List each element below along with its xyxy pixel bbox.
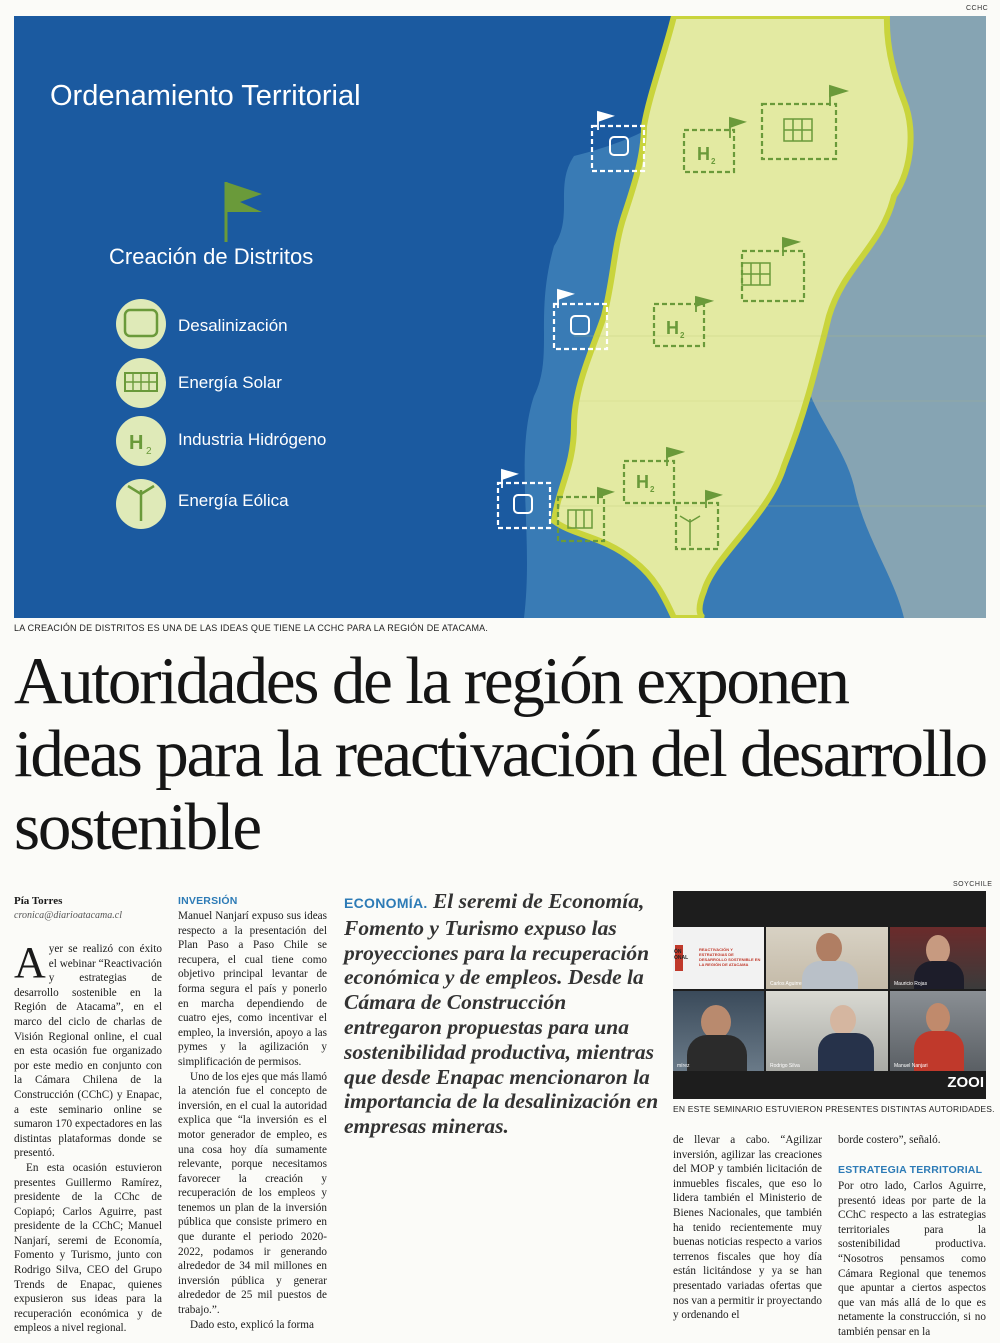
byline-author: Pía Torres — [14, 895, 63, 907]
legend-solar: Energía Solar — [178, 373, 282, 392]
column-3 — [673, 1133, 822, 1323]
participant-tile-4 — [766, 991, 888, 1071]
participant-name: Carlos Aguirre — [770, 981, 802, 987]
headline: Autoridades de la región exponen ideas para la reactivación del desarrollo sostenible — [14, 644, 986, 864]
legend-desalination: Desalinización — [178, 316, 288, 335]
map-caption: LA CREACIÓN DE DISTRITOS ES UNA DE LAS IDEAS QUE TIENE LA CCHC PARA LA REGIÓN DE ATACAMA. — [14, 623, 489, 633]
participant-tile-3 — [890, 927, 986, 989]
zoom-logo: ZOOI — [947, 1074, 984, 1091]
territorial-map-image — [14, 16, 986, 618]
svg-text:H: H — [636, 472, 649, 492]
participant-name: Mauricio Rojas — [894, 981, 928, 987]
lead-text: El seremi de Economía, Fomento y Turismo expuso las proyecciones para la recuperación económica y de empleos. Desde la Cámara de Construcción entregaron propuestas para una sostenibilidad productiva, mientras que desde Enapac mencionaron la importancia de la desalinización en empresas mineras. — [344, 889, 659, 1139]
participant-tile-1 — [673, 991, 764, 1071]
participant-tile-2 — [766, 927, 888, 989]
column-1 — [14, 938, 162, 1336]
col2-paragraph-3: Dado esto, explicó la forma — [190, 1318, 314, 1331]
legend-hydrogen: Industria Hidrógeno — [178, 430, 327, 449]
map-title: Ordenamiento Territorial — [50, 80, 361, 112]
slide-left-text: ÓN ONAL — [674, 949, 689, 961]
participant-name: Manuel Nanjari — [894, 1063, 928, 1069]
subhead-estrategia: ESTRATEGIA TERRITORIAL — [838, 1164, 983, 1176]
column-2 — [178, 909, 327, 1332]
lead-paragraph — [344, 889, 660, 1139]
col2-paragraph-2: Uno de los ejes que más llamó la atención fue el concepto de inversión, en el cual la autoridad explica que “la inversión es el motor generador de empleo, es una cosa hoy día sumamente relevante, porque necesitamos favorecer la creación y recuperación de los empleos y tenemos un plan de la inversión pública que consiste primero en que durante el periodo 2020-2022, podamos ir generando alrededor de 34 mil millones en inversión pública y generar alrededor de 25 mil puestos de trabajo.”. — [178, 1070, 327, 1317]
slide-title: REACTIVACIÓN Y ESTRATEGIAS DE DESARROLLO SOSTENIBLE EN LA REGIÓN DE ATACAMA — [699, 947, 761, 967]
subhead-inversion: INVERSIÓN — [178, 895, 238, 907]
webinar-screenshot — [673, 891, 986, 1099]
participant-tile-5 — [890, 991, 986, 1071]
col4-paragraph-2: Por otro lado, Carlos Aguirre, presentó ideas por parte de la CChC respecto a las estrategias territoriales para la sostenibilidad productiva. “Nosotros pensamos como Cámara Regional que tenemos que apuntar a ciertos aspectos que van más allá de lo que es netamente la construcción, si no también pensar en la — [838, 1180, 986, 1338]
svg-text:H: H — [666, 318, 679, 338]
svg-text:H: H — [129, 432, 144, 454]
col3-paragraph-1: de llevar a cabo. “Agilizar inversión, agilizar las creaciones del MOP y también licitación de inmuebles fiscales, que eso lo lidera también el Ministerio de Bienes Nacionales, que también ha tenido recientemente muy buenas noticias respecto a varios terrenos fiscales que hoy día están licitándose y ya se han presentado variadas ofertas que nos van a permitir ir proyectando y ordenando el — [673, 1134, 822, 1322]
slide-tile — [673, 927, 764, 989]
svg-text:2: 2 — [146, 446, 152, 457]
drop-cap: A — [14, 938, 46, 987]
map-subtitle: Creación de Distritos — [109, 244, 314, 269]
col4-paragraph-1: borde costero”, señaló. — [838, 1134, 941, 1146]
photo-caption: EN ESTE SEMINARIO ESTUVIERON PRESENTES DISTINTAS AUTORIDADES. — [673, 1104, 995, 1114]
col1-paragraph-1: yer se realizó con éxito el webinar “Reactivación y estrategias de desarrollo sostenible en la Región de Atacama”, en el marco del ciclo de charlas de Visión Regional online, el cual en esta ocasión fue organizado por este medio en conjunto con la Cámara Chilena de la Construcción (CChC) y Enapac, a este seminario online se sumaron 170 expectadores en las distintas plataformas donde se presentó. — [14, 943, 162, 1160]
participant-name: mírez — [677, 1063, 690, 1069]
svg-text:H: H — [697, 144, 710, 164]
byline-email: cronica@diarioatacama.cl — [14, 910, 122, 921]
photo-credit-soychile: SOYCHILE — [953, 881, 993, 888]
svg-text:2: 2 — [650, 485, 655, 494]
lead-tag: ECONOMÍA. — [344, 895, 428, 911]
svg-text:2: 2 — [680, 331, 685, 340]
legend-wind: Energía Eólica — [178, 491, 289, 510]
column-4 — [838, 1133, 986, 1148]
column-4-body — [838, 1179, 986, 1339]
photo-credit: CCHC — [966, 5, 989, 12]
col2-paragraph-1: Manuel Nanjarí expuso sus ideas respecto a la presentación del Plan Paso a Paso Chile se recupera, el cual tiene como objetivo principal levantar de forma segura el país y ponerlo en marcha dependiendo de cuatro ejes, como incentivar el empleo, la inversión, apoyo a las pymes y la agilización y simplificación de permisos. — [178, 910, 327, 1068]
svg-text:2: 2 — [711, 157, 716, 166]
participant-name: Rodrigo Silva — [770, 1063, 800, 1069]
col1-paragraph-2: En esta ocasión estuvieron presentes Guillermo Ramírez, presidente de la CChc de Copiapó; Carlos Aguirre, past presidente de la CChC; Manuel Nanjarí, seremi de Economía, Fomento y Turismo, junto con Rodrigo Silva, CEO del Grupo Trends de Enapac, quienes expusieron sus ideas para la recuperación económica y de empleos a nivel regional. — [14, 1161, 162, 1335]
